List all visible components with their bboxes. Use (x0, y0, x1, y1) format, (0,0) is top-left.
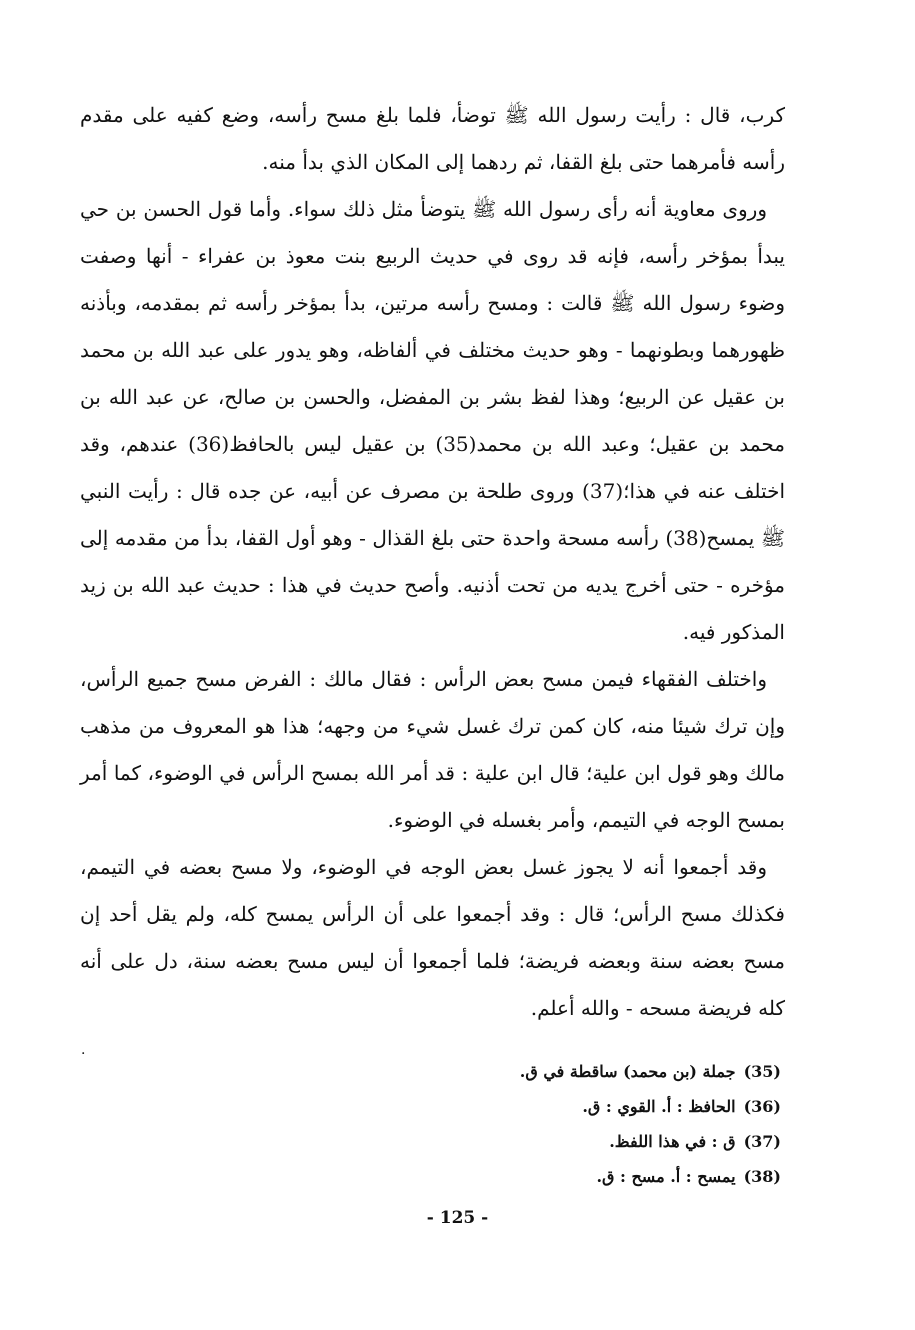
footnote-item (80, 1089, 785, 1124)
separator-mark: · (81, 1046, 86, 1062)
footnote-number: (36) (743, 1097, 781, 1116)
paragraph: واختلف الفقهاء فيمن مسح بعض الرأس : فقال مالك : الفرض مسح جميع الرأس، وإن ترك شيئا منه، كان كمن ترك غسل شيء من وجهه؛ هذا هو المعروف من مذهب مالك وهو قول ابن علية؛ قال ابن علية : قد أمر الله بمسح الرأس في الوضوء، كما أمر بمسح الوجه في التيمم، وأمر بغسله في الوضوء. (80, 667, 785, 832)
paragraph: كرب، قال : رأيت رسول الله ﷺ توضأ، فلما بلغ مسح رأسه، وضع كفيه على مقدم رأسه فأمرهما حتى بلغ القفا، ثم ردهما إلى المكان الذي بدأ منه. (80, 103, 785, 174)
footnote-number: (38) (743, 1167, 781, 1186)
paragraph: وروى معاوية أنه رأى رسول الله ﷺ يتوضأ مثل ذلك سواء. وأما قول الحسن بن حي يبدأ بمؤخر رأسه، فإنه قد روى في حديث الربيع بنت معوذ بن عفراء - أنها وصفت وضوء رسول الله ﷺ قالت : ومسح رأسه مرتين، بدأ بمؤخر رأسه ثم بمقدمه، وبأذنه ظهورهما وبطونهما - وهو حديث مختلف في ألفاظه، وهو يدور على عبد الله بن محمد بن عقيل عن الربيع؛ وهذا لفظ بشر بن المفضل، والحسن بن صالح، عن عبد الله بن محمد بن عقيل؛ وعبد الله بن محمد(35) بن عقيل ليس بالحافظ(36) عندهم، وقد اختلف عنه في هذا؛(37) وروى طلحة بن مصرف عن أبيه، عن جده قال : رأيت النبي ﷺ يمسح(38) رأسه مسحة واحدة حتى بلغ القذال - وهو أول القفا، بدأ من مقدمه إلى مؤخره - حتى أخرج يديه من تحت أذنيه. وأصح حديث في هذا : حديث عبد الله بن زيد المذكور فيه. (80, 197, 786, 644)
footnote-number: (37) (743, 1132, 781, 1151)
footnotes (80, 1054, 785, 1194)
footnote-item (80, 1124, 785, 1159)
page-content (80, 92, 785, 1194)
footnote-number: (35) (743, 1062, 781, 1081)
footnote-item (80, 1054, 785, 1089)
footnote-text: يمسح : أ. مسح : ق. (596, 1167, 736, 1186)
footnote-item (80, 1159, 785, 1194)
paragraph: وقد أجمعوا أنه لا يجوز غسل بعض الوجه في الوضوء، ولا مسح بعضه في التيمم، فكذلك مسح الرأس؛ قال : وقد أجمعوا على أن الرأس يمسح كله، ولم يقل أحد إن مسح بعضه سنة وبعضه فريضة؛ فلما أجمعوا أن ليس مسح بعضه سنة، دل على أنه كله فريضة مسحه - والله أعلم. (80, 855, 785, 1020)
footnote-text: الحافظ : أ. القوي : ق. (582, 1097, 736, 1116)
body-text (80, 92, 785, 1032)
footnote-text: جملة (بن محمد) ساقطة في ق. (519, 1062, 736, 1081)
page-number: - 125 - (426, 1208, 489, 1228)
footnote-text: ق : في هذا اللفظ. (609, 1132, 736, 1151)
